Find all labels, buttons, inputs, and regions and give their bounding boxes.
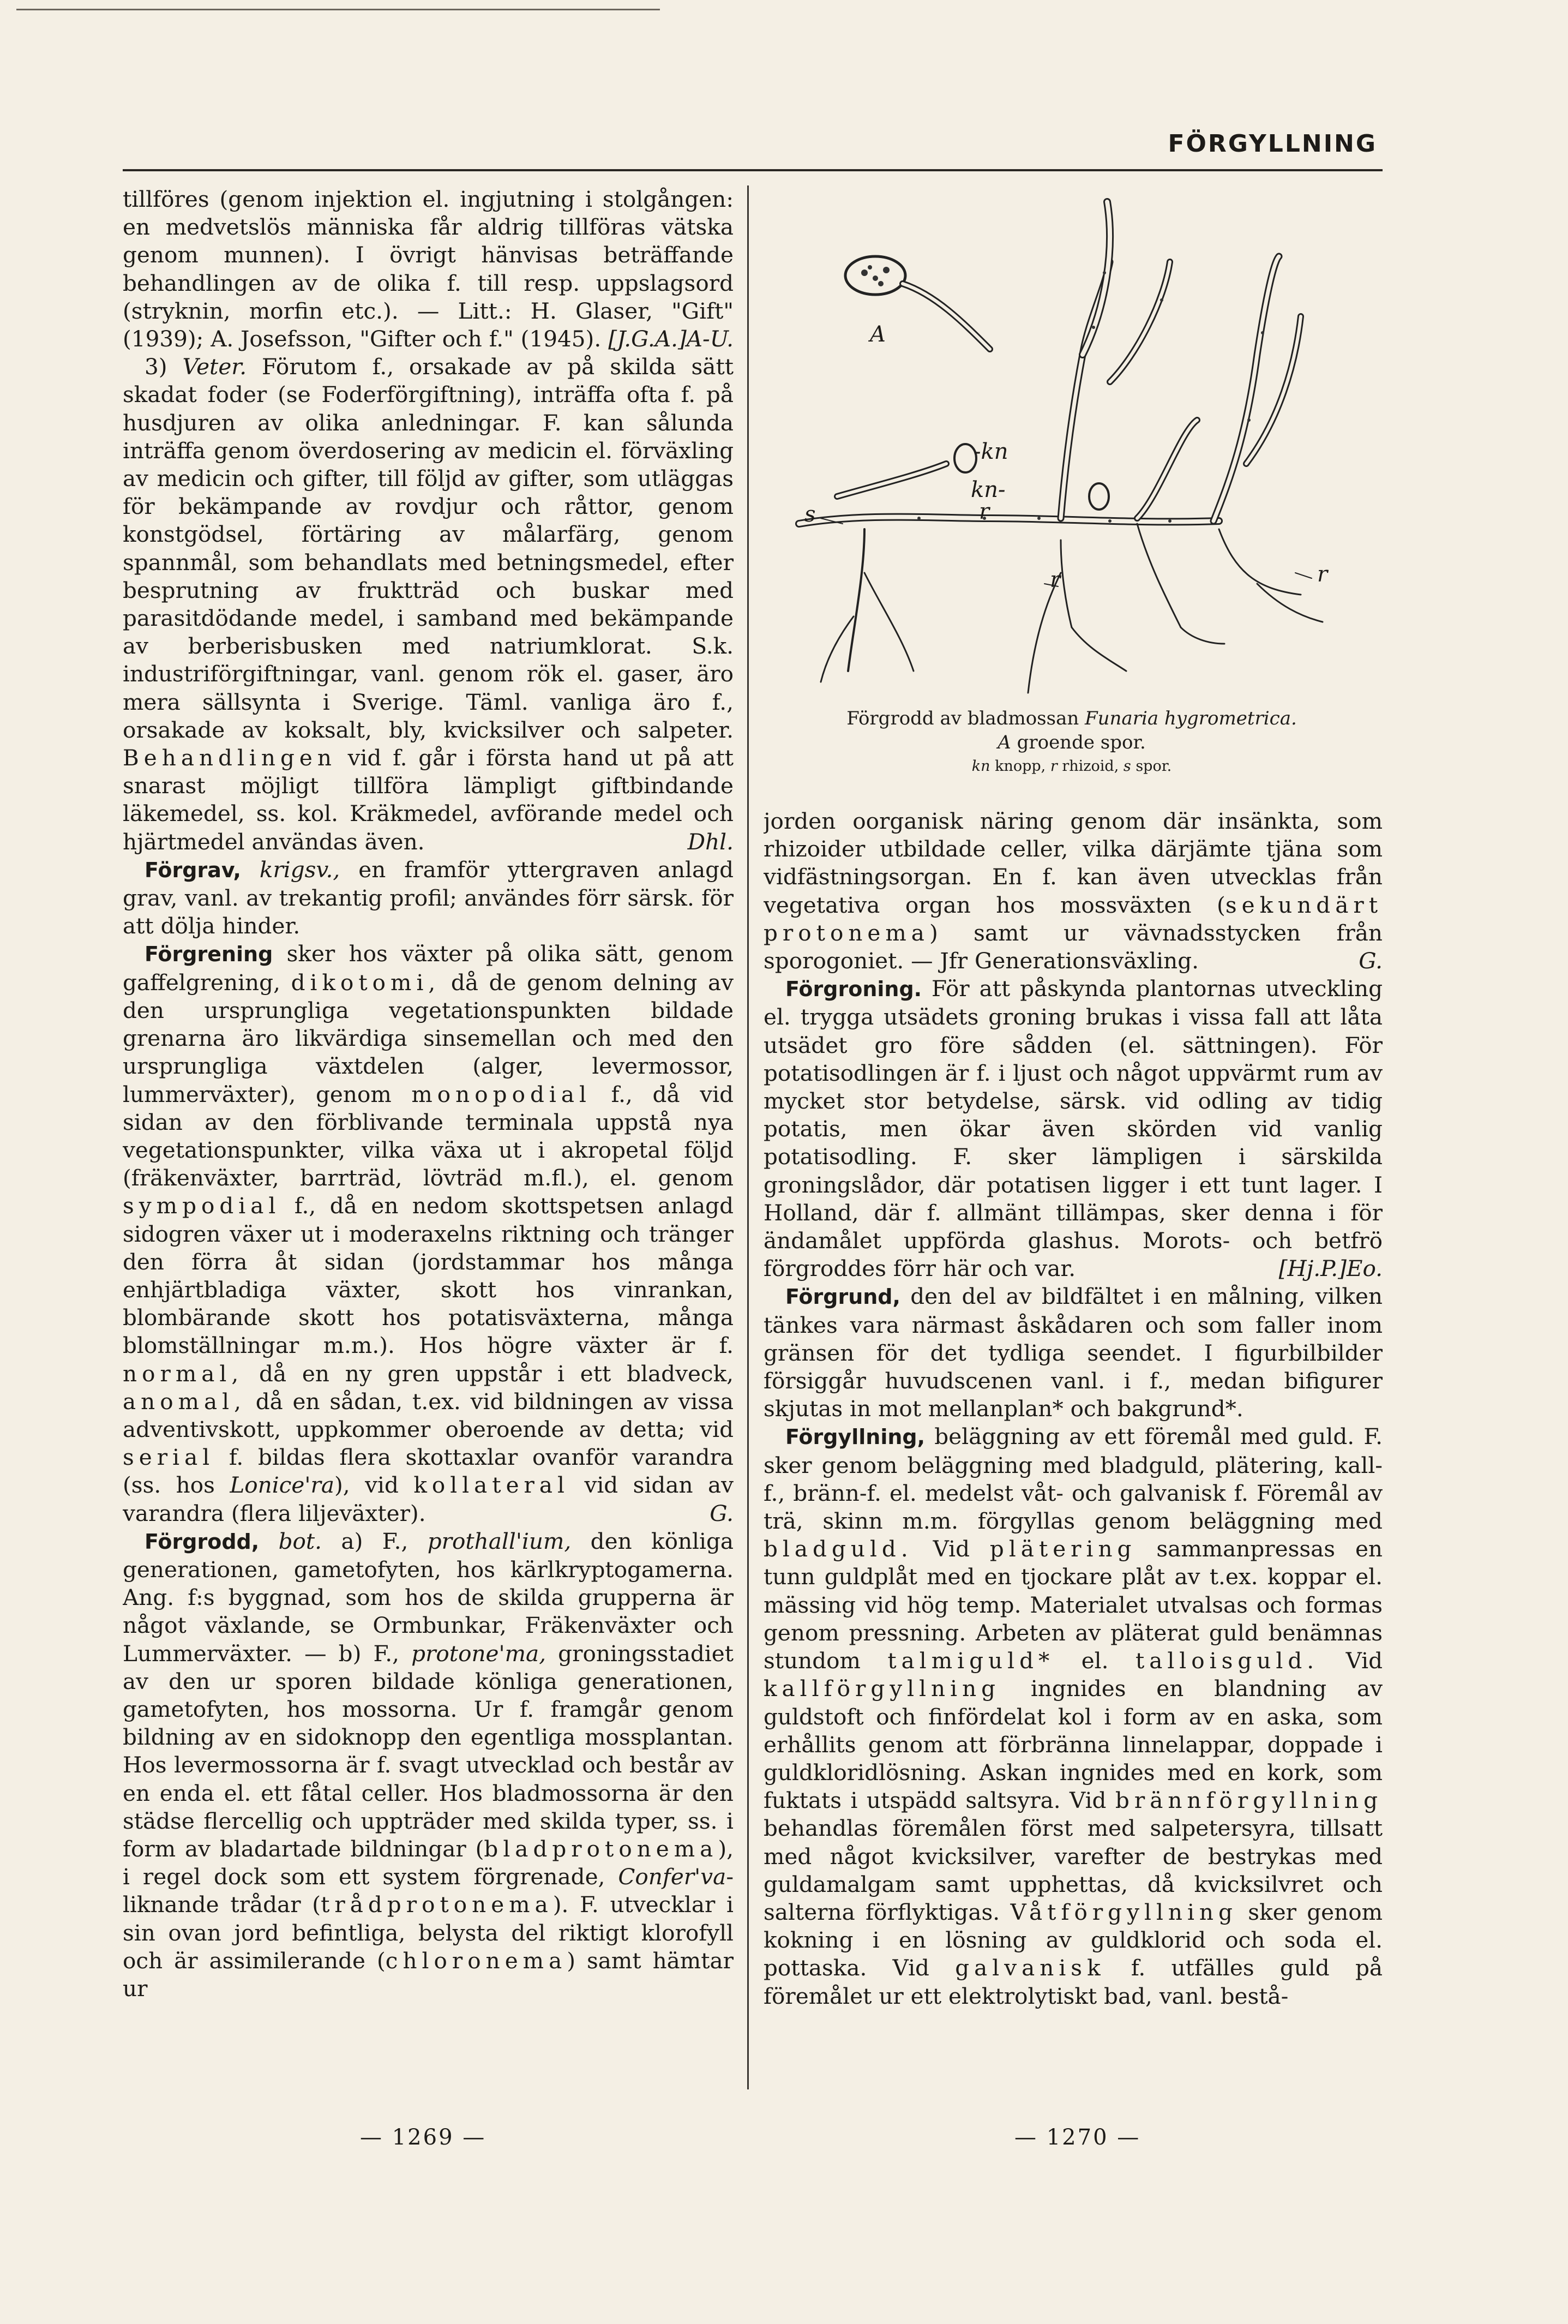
- header-rule: [123, 169, 1383, 171]
- figure-label-kn: kn-: [971, 477, 1006, 502]
- headword: Förgroning.: [785, 977, 922, 1002]
- entry-forgrodd: Förgrodd, bot. a) F., prothall'ium, den könliga generationen, gametofyten, hos kärlkryptogamerna. Ang. f:s byggnad, som hos de skilda grupperna är något växlande, se Ormbunkar, Fräkenväxter och Lummerväxter. — b) F., protone'ma, groningsstadiet av den ur sporen bildade könliga generationen, gametofyten, hos mossorna. Ur f. framgår genom bildning av en sidoknopp den egentliga mossplantan. Hos levermossorna är f. svagt utvecklad och består av en enda el. ett fåtal celler. Hos bladmossorna är den städse flercellig och uppträder med skilda typer, ss. i form av bladartade bildningar (bladprotonema), i regel dock som ett system förgrenade, Confer'va-liknande trådar (trådprotonema). F. utvecklar i sin ovan jord befintliga, belysta del riktigt klorofyll och är assimilerande (chloronema) samt hämtar ur: [123, 1528, 734, 2002]
- signature: [J.G.A.]A-U.: [608, 326, 734, 352]
- page-number-left: — 1269 —: [360, 2125, 486, 2150]
- paragraph-veterinary: 3) Veter. Förutom f., orsakade av på skilda sätt skadat foder (se Foderförgiftning), inträffa ofta f. på husdjuren av olika anledningar. F. kan sålunda inträffa genom överdosering av medicin el. förväxling av medicin och gifter, till följd av gifter, som utläggas för bekämpande av rovdjur och råttor, genom konstgödsel, förtäring av målarfärg, genom spannmål, som behandlats med betningsmedel, efter besprutning av fruktträd och buskar med parasitdödande medel, i samband med bekämpande av berberisbusken med natriumklorat. S.k. industriförgiftningar, vanl. genom rök el. gaser, äro mera sällsynta i Sverige. Täml. vanliga äro f., orsakade av koksalt, bly, kvicksilver och salpeter. Behandlingen vid f. går i första hand ut på att snarast möjligt tillföra lämpligt giftbindande läkemedel, ss. kol. Kräkmedel, avförande medel och hjärtmedel användas även. Dhl.: [123, 353, 734, 856]
- page-number-right: — 1270 —: [1014, 2125, 1141, 2150]
- figure-caption: Förgrodd av bladmossan Funaria hygrometrica. A groende spor. kn knopp, r rhizoid, s spor.: [846, 708, 1297, 775]
- entry-forgrening: Förgrening sker hos växter på olika sätt, genom gaffelgrening, dikotomi, då de genom delning av den ursprungliga vegetationspunkten bildade grenarna äro likvärdiga sinsemellan och med den ursprungliga växtdelen (alger, levermossor, lummerväxter), genom monopodial f., då vid sidan av den förblivande terminala uppstå nya vegetationspunkter, vilka växa ut i akropetal följd (fräkenväxter, barrträd, lövträd m.fl.), el. genom sympodial f., då en nedom skottspetsen anlagd sidogren växer ut i moderaxelns riktning och tränger den förra åt sidan (jordstammar hos många enhjärtbladiga växter, skott hos vinrankan, blombärande skott hos potatisväxterna, många blomställningar m.m.). Hos högre växter är f. normal, då en ny gren uppstår i ett bladveck, anomal, då en sådan, t.ex. vid bildningen av vissa adventivskott, uppkommer oberoende av detta; vid serial f. bildas flera skottaxlar ovanför varandra (ss. hos Lonice'ra), vid kollateral vid sidan av varandra (flera liljeväxter). G.: [123, 940, 734, 1527]
- figure-label-r: r: [979, 499, 990, 524]
- headword: Förgrav,: [145, 858, 241, 882]
- paragraph-poison-treatment: tillföres (genom injektion el. ingjutning i stolgången: en medvetslös människa får aldrig tillföras vätska genom munnen). I övrigt hänvisas beträffande behandlingen av de olika f. till resp. uppslagsord (stryknin, morfin etc.). — Litt.: H. Glaser, "Gift" (1939); A. Josefsson, "Gifter och f." (1945). [J.G.A.]A-U.: [123, 185, 734, 353]
- entry-forgyllning: Förgyllning, beläggning av ett föremål med guld. F. sker genom beläggning med bladguld, plätering, kall-f., bränn-f. el. medelst våt- och galvanisk f. Föremål av trä, skinn m.m. förgyllas genom beläggning med bladguld. Vid plätering sammanpressas en tunn guldplåt med en tjockare plåt av t.ex. koppar el. mässing vid hög temp. Materialet utvalsas och formas genom pressning. Arbeten av pläterat guld benämnas stundom talmiguld* el. talloisguld. Vid kallförgyllning ingnides en blandning av guldstoft och finfördelat kol i form av en aska, som erhållits genom att förbränna linnelappar, doppade i guldkloridlösning. Askan ingnides med en kork, som fuktats i utspädd saltsyra. Vid brännförgyllning behandlas föremålen först med salpetersyra, tillsatt med något kvicksilver, varefter de bestrykas med guldamalgam samt upphettas, då kvicksilvret och salterna förflyktigas. Våtförgyllning sker genom kokning i en lösning av guldklorid och soda el. pottaska. Vid galvanisk f. utfälles guld på föremålet ur ett elektrolytiskt bad, vanl. bestå-: [764, 1423, 1383, 2009]
- figure-label-r: r: [1050, 567, 1061, 592]
- headword: Förgyllning,: [785, 1425, 926, 1449]
- signature: Dhl.: [687, 828, 734, 855]
- figure-label-kn: -kn: [974, 439, 1008, 464]
- headword: Förgrodd,: [145, 1529, 260, 1554]
- entry-forgroning: Förgroning. För att påskynda plantornas utveckling el. trygga utsädets groning brukas i vissa fall att låta utsädet gro före sådden (el. sättningen). För potatisodlingen är f. i ljust och något uppvärmt rum av mycket stor betydelse, särsk. vid odling av tidig potatis, men ökar även skörden vid vanlig potatisodling. F. sker lämpligen i särskilda groningslådor, där potatisen ligger i ett tunt lager. I Holland, där f. allmänt tillämpas, sker denna i för ändamålet uppförda glashus. Morots- och betfrö förgroddes förr här och var. [Hj.P.]Eo.: [764, 975, 1383, 1283]
- column-divider: [747, 185, 749, 2089]
- figure-label-s: s: [804, 502, 816, 527]
- page-header-title: FÖRGYLLNING: [1168, 130, 1377, 158]
- entry-forgrav: Förgrav, krigsv., en framför yttergraven anlagd grav, vanl. av trekantig profil; användes förr särsk. för att dölja hinder.: [123, 856, 734, 939]
- headword: Förgrund,: [785, 1285, 900, 1309]
- signature: G.: [710, 1500, 734, 1526]
- figure-label-a: A: [870, 322, 886, 347]
- moss-protonema-drawing: [755, 191, 1383, 704]
- left-column: [123, 185, 734, 2106]
- protonema-illustration: [755, 191, 1383, 791]
- top-edge-line: [16, 9, 660, 10]
- right-column: [764, 807, 1383, 2100]
- signature: G.: [1359, 948, 1383, 974]
- figure-label-r: r: [1317, 562, 1328, 587]
- headword: Förgrening: [145, 942, 273, 967]
- paragraph-forgrodd-continued: jorden oorganisk näring genom där insänkta, som rhizoider utbildade celler, vilka därjämte tjäna som vidfästningsorgan. En f. kan även utvecklas från vegetativa organ hos mossväxten (sekundärt protonema) samt ur vävnadsstycken från sporogoniet. — Jfr Generationsväxling. G.: [764, 807, 1383, 975]
- entry-forgrund: Förgrund, den del av bildfältet i en målning, vilken tänkes vara närmast åskådaren och som faller inom gränsen för det tydliga seendet. I figurbilbilder försiggår huvudscenen vanl. i f., medan bifigurer skjutas in mot mellanplan* och bakgrund*.: [764, 1283, 1383, 1422]
- signature: [Hj.P.]Eo.: [1278, 1255, 1383, 1282]
